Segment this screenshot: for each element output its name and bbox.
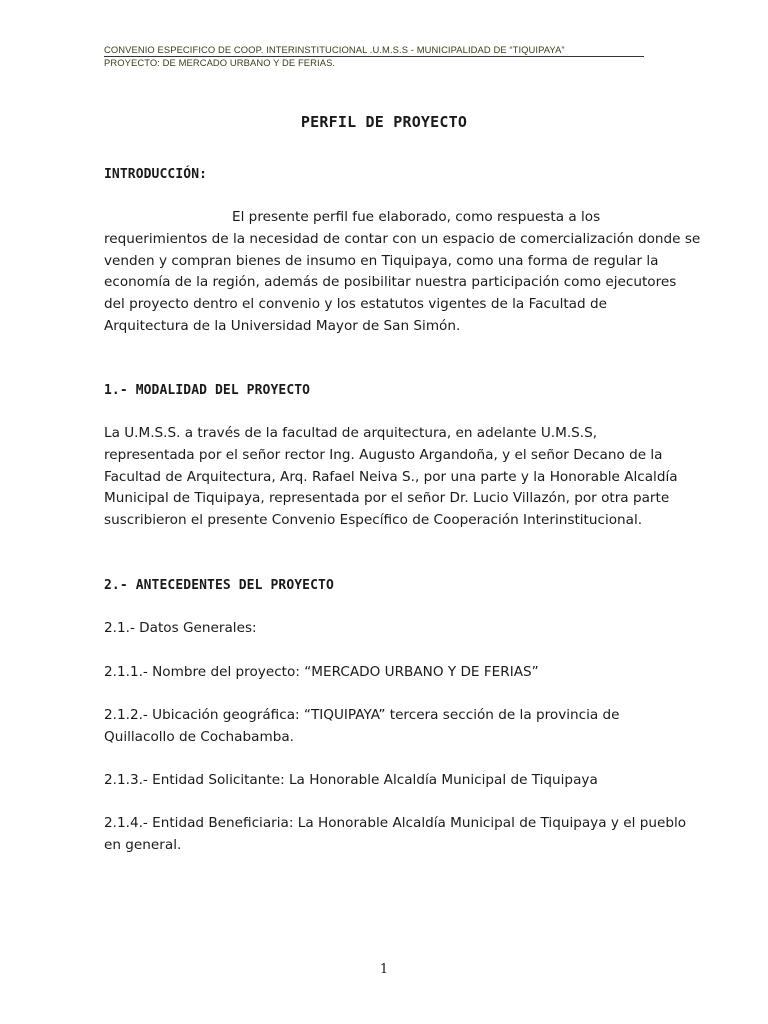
header-line-proyecto: PROYECTO: DE MERCADO URBANO Y DE FERIAS. <box>104 57 336 68</box>
paragraph-line: requerimientos de la necesidad de contar con un espacio de comercialización donde se <box>104 230 701 247</box>
item-ubicacion <box>104 705 704 749</box>
section-heading-antecedentes: 2.- ANTECEDENTES DEL PROYECTO <box>104 578 334 593</box>
paragraph-line: Arquitectura de la Universidad Mayor de San Simón. <box>104 317 461 334</box>
paragraph-line: suscribieron el presente Convenio Específico de Cooperación Interinstitucional. <box>104 512 643 529</box>
section-heading-introduccion: INTRODUCCIÓN: <box>104 167 208 182</box>
item-entidad-solicitante <box>104 770 704 792</box>
paragraph-line: El presente perfil fue elaborado, como respuesta a los <box>232 209 601 225</box>
item-nombre-proyecto <box>104 662 704 684</box>
paragraph-introduccion <box>104 207 704 338</box>
paragraph-line: venden y compran bienes de insumo en Tiquipaya, como una forma de regular la <box>104 252 659 269</box>
paragraph-line: Municipal de Tiquipaya, representada por el señor Dr. Lucio Villazón, por otra parte <box>104 490 670 507</box>
item-line: en general. <box>104 836 182 853</box>
page-number: 1 <box>379 962 389 977</box>
item-line: 2.1.1.- Nombre del proyecto: “MERCADO URBANO Y DE FERIAS” <box>104 664 539 680</box>
item-line: 2.1.4.- Entidad Beneficiaria: La Honorable Alcaldía Municipal de Tiquipaya y el pueblo <box>104 815 687 831</box>
document-title: PERFIL DE PROYECTO <box>300 113 468 131</box>
item-line: Quillacollo de Cochabamba. <box>104 728 294 745</box>
header-line-convenio: CONVENIO ESPECIFICO DE COOP. INTERINSTITUCIONAL .U.M.S.S - MUNICIPALIDAD DE “TIQUIPAYA” <box>104 44 644 57</box>
running-header <box>104 44 644 69</box>
item-line: 2.1.- Datos Generales: <box>104 620 257 636</box>
paragraph-modalidad <box>104 423 704 532</box>
paragraph-line: La U.M.S.S. a través de la facultad de arquitectura, en adelante U.M.S.S, <box>104 425 598 441</box>
section-heading-modalidad: 1.- MODALIDAD DEL PROYECTO <box>104 383 311 398</box>
item-datos-generales <box>104 618 704 640</box>
item-line: 2.1.3.- Entidad Solicitante: La Honorable Alcaldía Municipal de Tiquipaya <box>104 772 598 788</box>
paragraph-line: representada por el señor rector Ing. Augusto Argandoña, y el señor Decano de la <box>104 446 663 463</box>
paragraph-line: Facultad de Arquitectura, Arq. Rafael Neiva S., por una parte y la Honorable Alcaldía <box>104 468 678 485</box>
item-entidad-beneficiaria <box>104 813 704 857</box>
paragraph-line: economía de la región, además de posibilitar nuestra participación como ejecutores <box>104 274 677 291</box>
paragraph-line: del proyecto dentro el convenio y los estatutos vigentes de la Facultad de <box>104 296 607 313</box>
item-line: 2.1.2.- Ubicación geográfica: “TIQUIPAYA” tercera sección de la provincia de <box>104 707 620 723</box>
